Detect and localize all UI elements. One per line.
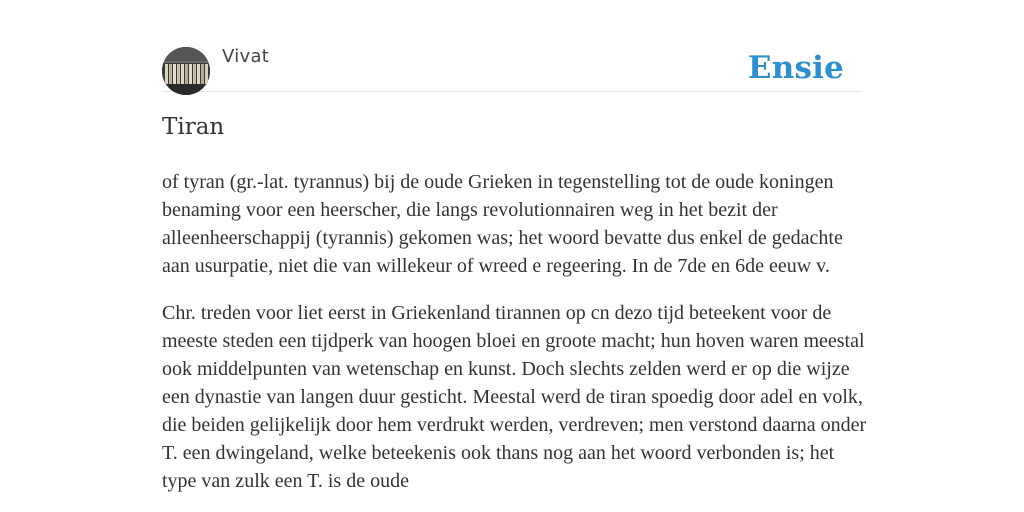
page-container: [162, 0, 867, 512]
book-spines-icon: [162, 47, 210, 95]
brand-logo[interactable]: Ensie: [747, 50, 844, 86]
article-paragraph: Chr. treden voor liet eerst in Griekenland tirannen op cn dezo tijd beteekent voor de meeste steden een tijdperk van hoogen bloei en groote macht; hun hoven waren meestal ook middelpunten van wetenschap en kunst. Doch slechts zelden werd er op die wijze een dynastie van langen duur gesticht. Meestal werd de tiran spoedig door adel en volk, die beiden gelijkelijk door hem verdrukt werden, verdreven; men verstond daarna onder T. een dwingeland, welke beteekenis ook thans nog aan het woord verbonden is; het type van zulk een T. is de oude: [162, 302, 867, 492]
source-avatar[interactable]: [162, 47, 210, 95]
header: [162, 0, 862, 92]
page-title: Tiran: [162, 114, 225, 140]
article-body: [162, 168, 872, 512]
article-paragraph: of tyran (gr.-lat. tyrannus) bij de oude Grieken in tegenstelling tot de oude koningen benaming voor een heerscher, die langs revolutionnairen weg in het bezit der alleenheerschappij (tyrannis) gekomen was; het woord bevatte dus enkel de gedachte aan usurpatie, niet die van willekeur of wreed e regeering. In de 7de en 6de eeuw v.: [162, 171, 843, 277]
source-name[interactable]: Vivat: [222, 46, 270, 67]
